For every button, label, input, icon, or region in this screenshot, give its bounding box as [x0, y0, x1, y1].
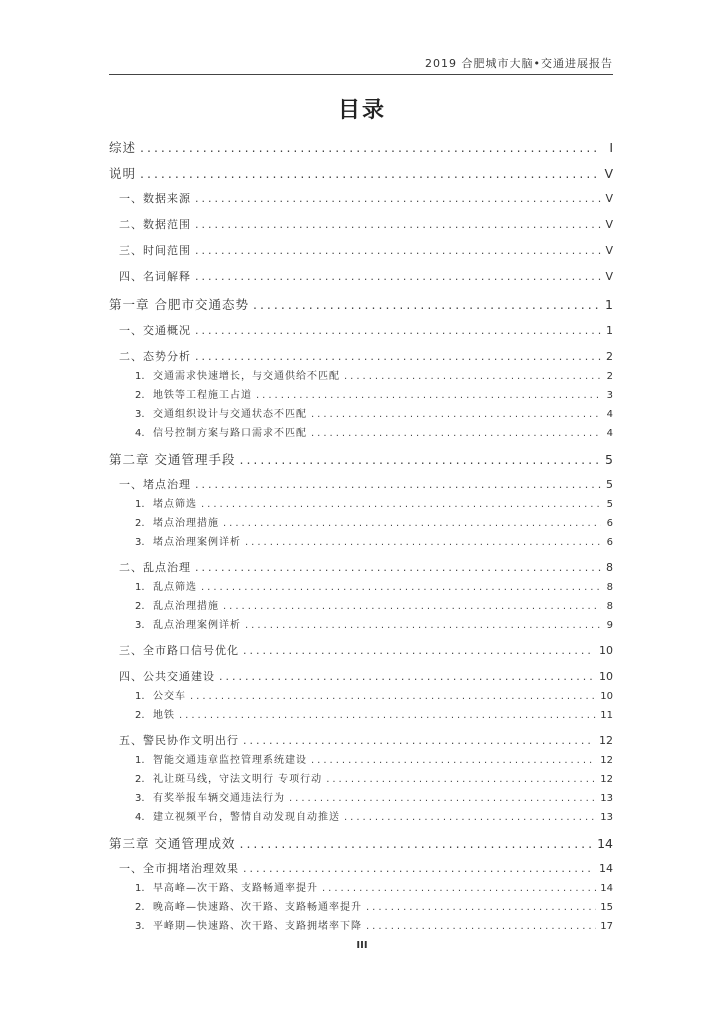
- toc-entry-page: I: [609, 140, 613, 155]
- toc-entry-page: 5: [606, 499, 613, 510]
- toc-entry-label: 智能交通违章监控管理系统建设: [153, 755, 307, 766]
- toc-entry-page: 14: [599, 862, 613, 875]
- toc-entry-page: V: [605, 218, 613, 231]
- toc-entry-label: 堵点筛选: [153, 499, 197, 510]
- toc-leader-dots: [223, 518, 601, 529]
- toc-entry-label: 一、全市拥堵治理效果: [119, 862, 239, 875]
- toc-entry-page: 5: [606, 478, 613, 491]
- toc-leader-dots: [195, 244, 601, 257]
- toc-entry-page: 9: [606, 620, 613, 631]
- toc-leader-dots: [195, 324, 601, 337]
- toc-entry[interactable]: [109, 789, 613, 804]
- toc-entry[interactable]: [109, 386, 613, 401]
- toc-entry-number: 4.: [135, 812, 145, 823]
- toc-entry-number: 3.: [135, 409, 145, 420]
- toc-entry-number: 2.: [135, 518, 145, 529]
- toc-leader-dots: [322, 883, 596, 894]
- toc-entry-page: 13: [600, 812, 613, 823]
- toc-entry[interactable]: [109, 514, 613, 529]
- toc-entry[interactable]: [109, 706, 613, 721]
- toc-entry-page: 14: [600, 883, 613, 894]
- toc-entry-label: 乱点治理案例详析: [153, 620, 241, 631]
- toc-leader-dots: [140, 166, 600, 181]
- toc-entry-label: 信号控制方案与路口需求不匹配: [153, 428, 307, 439]
- toc-entry[interactable]: [109, 138, 613, 156]
- toc-entry-label: 早高峰—次干路、支路畅通率提升: [153, 883, 318, 894]
- toc-entry-page: 12: [600, 774, 613, 785]
- toc-leader-dots: [245, 537, 601, 548]
- toc-entry-label: 综述: [109, 140, 137, 155]
- toc-entry-label: 地铁: [153, 710, 175, 721]
- toc-entry-number: 2.: [135, 902, 145, 913]
- toc-entry-page: 2: [606, 371, 613, 382]
- toc-entry-number: 1.: [135, 883, 145, 894]
- toc-entry[interactable]: [109, 834, 613, 852]
- toc-entry-label: 说明: [109, 166, 137, 181]
- toc-entry-page: V: [605, 192, 613, 205]
- toc-leader-dots: [140, 140, 601, 155]
- toc-entry-label: 建立视频平台，警情自动发现自动推送: [153, 812, 340, 823]
- toc-entry-label: 地铁等工程施工占道: [153, 390, 252, 401]
- toc-entry-number: 3.: [135, 620, 145, 631]
- toc-entry-page: 10: [599, 670, 613, 683]
- toc-leader-dots: [366, 902, 596, 913]
- toc-leader-dots: [223, 601, 601, 612]
- toc-entry[interactable]: [109, 559, 613, 575]
- toc-entry[interactable]: [109, 268, 613, 284]
- toc-entry-page: 8: [606, 561, 613, 574]
- toc-entry-page: 10: [600, 691, 613, 702]
- toc-entry-page: 8: [606, 601, 613, 612]
- toc-leader-dots: [326, 774, 596, 785]
- toc-entry[interactable]: [109, 164, 613, 182]
- toc-leader-dots: [344, 371, 601, 382]
- toc-entry-label: 三、全市路口信号优化: [119, 644, 239, 657]
- toc-entry[interactable]: [109, 295, 613, 313]
- toc-entry-label: 堵点治理案例详析: [153, 537, 241, 548]
- toc-entry[interactable]: [109, 578, 613, 593]
- toc-entry-page: 13: [600, 793, 613, 804]
- page-title: 目录: [337, 98, 386, 123]
- toc-entry[interactable]: [109, 424, 613, 439]
- toc-leader-dots: [366, 921, 596, 932]
- toc-entry-label: 五、警民协作文明出行: [119, 734, 239, 747]
- toc-entry-label: 交通组织设计与交通状态不匹配: [153, 409, 307, 420]
- toc-entry[interactable]: [109, 495, 613, 510]
- toc-leader-dots: [190, 691, 596, 702]
- toc-leader-dots: [195, 561, 601, 574]
- toc-entry-label: 一、堵点治理: [119, 478, 191, 491]
- toc-entry-page: 4: [606, 409, 613, 420]
- toc-entry-label: 第二章 交通管理手段: [109, 452, 236, 467]
- toc-entry[interactable]: [109, 770, 613, 785]
- toc-entry[interactable]: [109, 242, 613, 258]
- toc-leader-dots: [289, 793, 596, 804]
- toc-entry-label: 公交车: [153, 691, 186, 702]
- toc-entry-label: 四、公共交通建设: [119, 670, 215, 683]
- toc-entry-page: 11: [600, 710, 613, 721]
- toc-leader-dots: [195, 478, 601, 491]
- toc-leader-dots: [253, 297, 601, 312]
- toc-entry[interactable]: [109, 668, 613, 684]
- toc-entry-page: V: [605, 244, 613, 257]
- toc-leader-dots: [344, 812, 596, 823]
- toc-entry[interactable]: [109, 597, 613, 612]
- toc-entry-number: 2.: [135, 390, 145, 401]
- toc-entry[interactable]: [109, 917, 613, 932]
- toc-entry-label: 四、名词解释: [119, 270, 191, 283]
- toc-leader-dots: [219, 670, 595, 683]
- toc-entry-number: 2.: [135, 601, 145, 612]
- toc-entry-number: 1.: [135, 755, 145, 766]
- toc-entry[interactable]: [109, 642, 613, 658]
- toc-leader-dots: [256, 390, 601, 401]
- toc-entry[interactable]: [109, 808, 613, 823]
- toc-leader-dots: [239, 836, 593, 851]
- toc-entry-label: 一、交通概况: [119, 324, 191, 337]
- toc-entry-label: 三、时间范围: [119, 244, 191, 257]
- toc-entry-label: 二、态势分析: [119, 350, 191, 363]
- toc-entry[interactable]: [109, 533, 613, 548]
- toc-entry[interactable]: [109, 322, 613, 338]
- toc-leader-dots: [245, 620, 601, 631]
- toc-entry-label: 第一章 合肥市交通态势: [109, 297, 249, 312]
- toc-entry-label: 一、数据来源: [119, 192, 191, 205]
- toc-entry[interactable]: [109, 732, 613, 748]
- toc-entry-page: 12: [600, 755, 613, 766]
- toc-entry-number: 3.: [135, 793, 145, 804]
- toc-leader-dots: [239, 452, 601, 467]
- toc-entry-page: 15: [600, 902, 613, 913]
- toc-leader-dots: [201, 582, 601, 593]
- toc-entry-number: 2.: [135, 774, 145, 785]
- toc-leader-dots: [243, 734, 595, 747]
- toc-leader-dots: [195, 270, 601, 283]
- toc-entry-number: 1.: [135, 691, 145, 702]
- toc-leader-dots: [201, 499, 601, 510]
- toc-entry[interactable]: [109, 405, 613, 420]
- toc-entry-label: 有奖举报车辆交通违法行为: [153, 793, 285, 804]
- toc-leader-dots: [179, 710, 596, 721]
- toc-entry-page: 17: [600, 921, 613, 932]
- toc-entry-number: 1.: [135, 499, 145, 510]
- toc-entry-number: 1.: [135, 582, 145, 593]
- header-rule: [109, 74, 613, 75]
- toc-entry[interactable]: [109, 367, 613, 382]
- toc-leader-dots: [311, 428, 601, 439]
- toc-entry[interactable]: [109, 616, 613, 631]
- toc-leader-dots: [311, 755, 596, 766]
- toc-entry-page: 12: [599, 734, 613, 747]
- toc-entry[interactable]: [109, 860, 613, 876]
- toc-entry-page: 1: [606, 324, 613, 337]
- toc-entry-number: 3.: [135, 537, 145, 548]
- toc-leader-dots: [243, 862, 595, 875]
- toc-entry-number: 2.: [135, 710, 145, 721]
- toc-entry-label: 堵点治理措施: [153, 518, 219, 529]
- toc-entry-number: 4.: [135, 428, 145, 439]
- toc-entry-page: 5: [605, 452, 613, 467]
- toc-entry-page: 4: [606, 428, 613, 439]
- toc-entry-label: 二、数据范围: [119, 218, 191, 231]
- toc-entry-label: 二、乱点治理: [119, 561, 191, 574]
- toc-entry[interactable]: [109, 216, 613, 232]
- toc-entry[interactable]: [109, 348, 613, 364]
- toc-entry-label: 平峰期—快速路、次干路、支路拥堵率下降: [153, 921, 362, 932]
- toc-leader-dots: [243, 644, 595, 657]
- toc-entry-label: 交通需求快速增长，与交通供给不匹配: [153, 371, 340, 382]
- toc-entry-page: 8: [606, 582, 613, 593]
- toc-entry-label: 第三章 交通管理成效: [109, 836, 236, 851]
- toc-entry[interactable]: [109, 450, 613, 468]
- toc-entry[interactable]: [109, 687, 613, 702]
- toc-entry-page: 3: [606, 390, 613, 401]
- toc-entry[interactable]: [109, 898, 613, 913]
- toc-leader-dots: [195, 218, 601, 231]
- toc-entry-page: 6: [606, 518, 613, 529]
- toc-entry-number: 3.: [135, 921, 145, 932]
- toc-entry-label: 乱点治理措施: [153, 601, 219, 612]
- toc-entry-page: V: [604, 166, 613, 181]
- toc-entry-page: 1: [605, 297, 613, 312]
- toc-leader-dots: [311, 409, 601, 420]
- toc-entry-label: 晚高峰—快速路、次干路、支路畅通率提升: [153, 902, 362, 913]
- toc-entry-number: 1.: [135, 371, 145, 382]
- toc-entry-page: 10: [599, 644, 613, 657]
- toc-entry-page: V: [605, 270, 613, 283]
- running-header: 2019 合肥城市大脑•交通进展报告: [425, 57, 613, 70]
- toc-entry[interactable]: [109, 751, 613, 766]
- toc-entry[interactable]: [109, 879, 613, 894]
- toc-leader-dots: [195, 350, 601, 363]
- toc-entry-label: 乱点筛选: [153, 582, 197, 593]
- toc-entry-page: 14: [597, 836, 613, 851]
- toc-leader-dots: [195, 192, 601, 205]
- toc-entry[interactable]: [109, 476, 613, 492]
- toc-entry-page: 6: [606, 537, 613, 548]
- toc-entry-label: 礼让斑马线，守法文明行 专项行动: [153, 774, 323, 785]
- toc-entry[interactable]: [109, 190, 613, 206]
- toc-entry-page: 2: [606, 350, 613, 363]
- page-number: III: [356, 940, 368, 951]
